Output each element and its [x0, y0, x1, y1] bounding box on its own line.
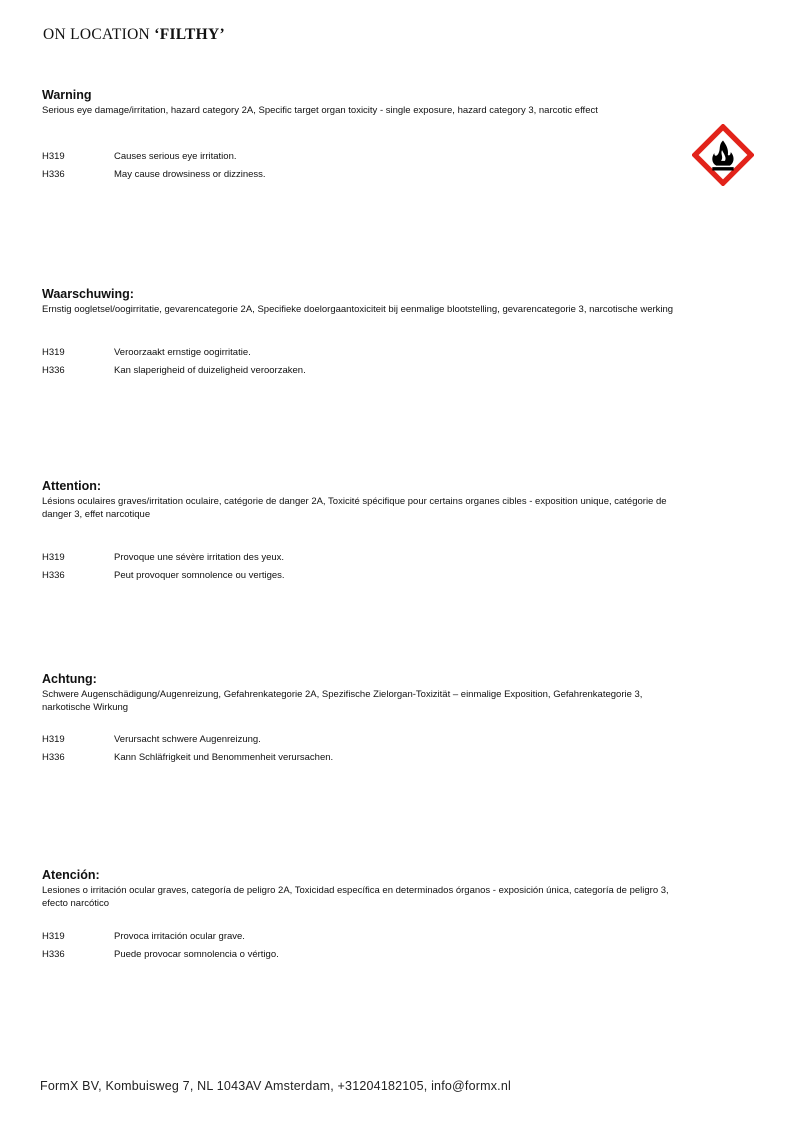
section-nl [42, 287, 692, 379]
hazard-text: Kann Schläfrigkeit und Benommenheit verursachen. [114, 751, 334, 763]
section-en [42, 88, 692, 183]
section-description: Lesiones o irritación ocular graves, categoría de peligro 2A, Toxicidad específica en determinados órganos - exposición única, categoría de peligro 3, efecto narcótico [42, 885, 669, 909]
hazard-code: H319 [42, 734, 65, 745]
hazard-statement-list [42, 344, 692, 379]
hazard-text: Puede provocar somnolencia o vértigo. [114, 948, 279, 960]
document-title [43, 26, 225, 44]
hazard-text: Peut provoquer somnolence ou vertiges. [114, 569, 285, 581]
section-heading: Waarschuwing: [42, 287, 134, 301]
section-fr [42, 479, 692, 584]
hazard-statement [42, 928, 692, 946]
hazard-statement-list [42, 928, 692, 963]
hazard-code: H319 [42, 347, 65, 358]
title-prefix: ON LOCATION [43, 26, 151, 43]
hazard-text: Provoca irritación ocular grave. [114, 931, 245, 942]
hazard-statement [42, 749, 692, 767]
section-description: Lésions oculaires graves/irritation oculaire, catégorie de danger 2A, Toxicité spécifique pour certains organes cibles - exposition unique, catégorie de danger 3, effet narcotique [42, 496, 667, 520]
hazard-statement-list [42, 731, 692, 766]
hazard-text: May cause drowsiness or dizziness. [114, 168, 266, 180]
section-heading: Attention: [42, 479, 102, 493]
hazard-statement [42, 731, 692, 749]
hazard-statement [42, 148, 692, 166]
hazard-statement [42, 362, 692, 380]
hazard-code: H319 [42, 151, 65, 162]
hazard-statement [42, 549, 692, 567]
section-heading: Achtung: [42, 672, 97, 686]
hazard-statement [42, 946, 692, 964]
hazard-text: Verursacht schwere Augenreizung. [114, 734, 261, 745]
hazard-statement [42, 344, 692, 362]
hazard-code: H336 [42, 364, 65, 376]
section-heading: Warning [42, 88, 92, 102]
hazard-code: H319 [42, 552, 65, 563]
section-description: Serious eye damage/irritation, hazard category 2A, Specific target organ toxicity - single exposure, hazard category 3, narcotic effect [42, 105, 598, 116]
section-es [42, 868, 692, 963]
hazard-statement-list [42, 148, 692, 183]
hazard-code: H336 [42, 751, 65, 763]
section-heading: Atención: [42, 868, 100, 882]
hazard-text: Causes serious eye irritation. [114, 151, 237, 162]
product-name: ‘FILTHY’ [154, 26, 225, 43]
section-description: Ernstig oogletsel/oogirritatie, gevarencategorie 2A, Specifieke doelorgaantoxiciteit bij eenmalige blootstelling, gevarencategorie 3, narcotische werking [42, 304, 674, 315]
hazard-text: Kan slaperigheid of duizeligheid veroorzaken. [114, 364, 306, 376]
flame-hazard-icon [692, 124, 754, 186]
hazard-code: H336 [42, 948, 65, 960]
hazard-text: Provoque une sévère irritation des yeux. [114, 552, 285, 563]
hazard-code: H336 [42, 569, 65, 581]
hazard-statement [42, 166, 692, 184]
section-description: Schwere Augenschädigung/Augenreizung, Gefahrenkategorie 2A, Spezifische Zielorgan-Toxizität – einmalige Exposition, Gefahrenkategorie 3, narkotische Wirkung [42, 689, 643, 713]
hazard-statement-list [42, 549, 692, 584]
section-de [42, 672, 692, 766]
company-contact-footer: FormX BV, Kombuisweg 7, NL 1043AV Amsterdam, +31204182105, info@formx.nl [40, 1079, 511, 1093]
hazard-code: H336 [42, 168, 65, 180]
hazard-text: Veroorzaakt ernstige oogirritatie. [114, 347, 251, 358]
hazard-code: H319 [42, 931, 65, 942]
hazard-statement [42, 567, 692, 585]
